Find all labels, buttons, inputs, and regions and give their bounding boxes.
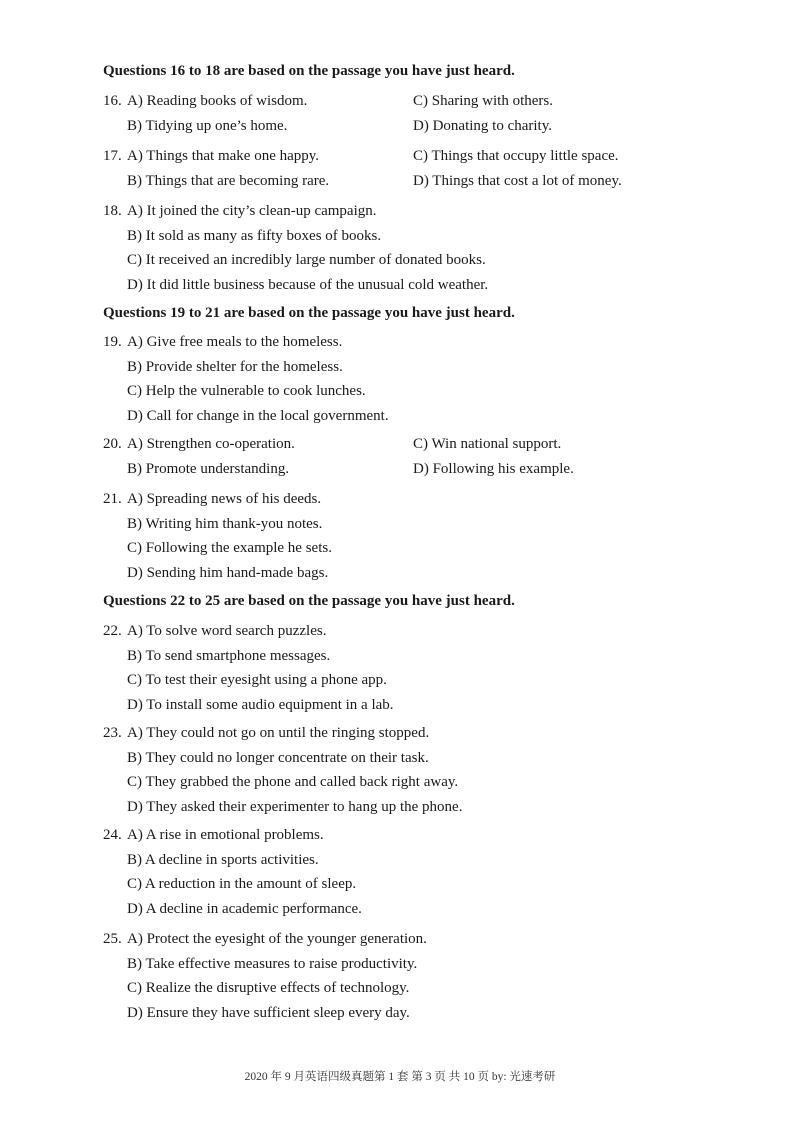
option-b: B) Provide shelter for the homeless. [127, 358, 343, 375]
option-b: B) To send smartphone messages. [127, 647, 331, 664]
question-number: 21. [103, 491, 122, 507]
option-b: B) They could no longer concentrate on their task. [127, 749, 429, 766]
option-a: A) Spreading news of his deeds. [127, 491, 322, 507]
option-d: D) They asked their experimenter to hang up the phone. [127, 798, 463, 815]
question-number: 16. [103, 93, 122, 109]
option-d: D) To install some audio equipment in a lab. [127, 696, 394, 713]
option-d: D) A decline in academic performance. [127, 900, 362, 917]
option-c: C) Realize the disruptive effects of technology. [127, 980, 410, 996]
option-b: B) Take effective measures to raise productivity. [127, 955, 418, 972]
option-c: C) Things that occupy little space. [413, 148, 619, 164]
page-footer: 2020 年 9 月英语四级真题第 1 套 第 3 页 共 10 页 by: 光速考研 [244, 1071, 556, 1083]
option-d: D) Sending him hand-made bags. [127, 564, 329, 581]
option-b: B) It sold as many as fifty boxes of books. [127, 227, 382, 244]
option-d: D) It did little business because of the unusual cold weather. [127, 276, 489, 293]
option-c: C) It received an incredibly large number of donated books. [127, 252, 486, 268]
option-a: A) A rise in emotional problems. [127, 827, 324, 843]
option-a: A) Give free meals to the homeless. [127, 334, 343, 350]
option-a: A) Strengthen co-operation. [127, 436, 295, 452]
option-c: C) To test their eyesight using a phone app. [127, 672, 387, 688]
option-d: D) Call for change in the local government. [127, 407, 389, 424]
option-b: B) Writing him thank-you notes. [127, 515, 323, 532]
option-b: B) A decline in sports activities. [127, 851, 319, 868]
option-c: C) A reduction in the amount of sleep. [127, 876, 357, 892]
question-number: 23. [103, 725, 122, 741]
option-b: B) Things that are becoming rare. [127, 172, 330, 189]
option-c: C) Win national support. [413, 436, 562, 452]
option-d: D) Donating to charity. [413, 117, 552, 134]
option-d: D) Things that cost a lot of money. [413, 172, 622, 189]
option-a: A) Protect the eyesight of the younger generation. [127, 931, 427, 947]
question-number: 17. [103, 148, 122, 164]
option-d: D) Ensure they have sufficient sleep every day. [127, 1004, 410, 1021]
option-a: A) To solve word search puzzles. [127, 623, 327, 639]
option-c: C) Following the example he sets. [127, 540, 332, 556]
question-number: 25. [103, 931, 122, 947]
question-number: 20. [103, 436, 122, 452]
section-heading: Questions 19 to 21 are based on the passage you have just heard. [103, 305, 515, 321]
question-number: 18. [103, 203, 122, 219]
option-c: C) Sharing with others. [413, 93, 553, 109]
option-d: D) Following his example. [413, 460, 574, 477]
question-number: 24. [103, 827, 122, 843]
section-heading: Questions 16 to 18 are based on the passage you have just heard. [103, 63, 515, 79]
option-a: A) Reading books of wisdom. [127, 93, 308, 109]
question-number: 22. [103, 623, 122, 639]
option-a: A) They could not go on until the ringing stopped. [127, 725, 430, 741]
option-c: C) Help the vulnerable to cook lunches. [127, 383, 366, 399]
option-a: A) It joined the city’s clean-up campaign. [127, 203, 377, 219]
option-a: A) Things that make one happy. [127, 148, 320, 164]
option-b: B) Promote understanding. [127, 460, 290, 477]
option-b: B) Tidying up one’s home. [127, 117, 288, 134]
question-number: 19. [103, 334, 122, 350]
option-c: C) They grabbed the phone and called back right away. [127, 774, 459, 790]
section-heading: Questions 22 to 25 are based on the passage you have just heard. [103, 593, 515, 609]
